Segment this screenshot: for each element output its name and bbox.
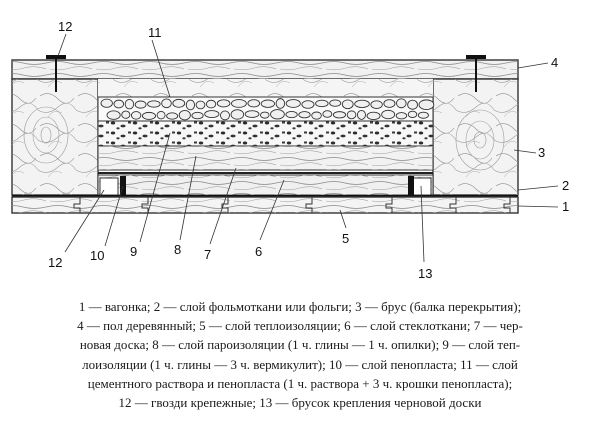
callout-2: 2 bbox=[562, 178, 570, 193]
caption-line: 1 — вагонка; 2 — слой фольмоткани или фольги; 3 — брус (балка перекрытия); bbox=[78, 299, 522, 314]
lining-layer bbox=[12, 197, 518, 213]
rough-board-layer bbox=[98, 173, 433, 195]
callout-4: 4 bbox=[551, 55, 559, 70]
caption-line: 4 — пол деревянный; 5 — слой теплоизоляции; 6 — слой стеклоткани; 7 — чер- bbox=[77, 318, 523, 334]
batten-right bbox=[413, 178, 431, 195]
caption-line: 12 — гвозди крепежные; 13 — брусок крепления черновой доски bbox=[118, 395, 482, 411]
callout-1: 1 bbox=[562, 199, 570, 214]
callout-5: 5 bbox=[342, 231, 350, 246]
callout-7: 7 bbox=[204, 247, 212, 262]
callout-9: 9 bbox=[130, 244, 138, 259]
clay-vermiculite-layer bbox=[98, 121, 433, 146]
callout-8: 8 bbox=[174, 242, 182, 257]
cement-foam-layer bbox=[98, 97, 434, 121]
vapour-barrier-layer bbox=[98, 146, 433, 170]
foam-block-right bbox=[408, 176, 414, 195]
caption-line: лоизоляции (1 ч. глины — 3 ч. вермикулит); 10 — слой пенопласта; 11 — слой bbox=[82, 356, 518, 372]
callout-11: 11 bbox=[148, 25, 162, 40]
beam-right bbox=[433, 79, 518, 195]
caption-line: новая доска; 8 — слой пароизоляции (1 ч. глины — 1 ч. опилки); 9 — слой теп- bbox=[79, 337, 521, 353]
callout-12-bottom: 12 bbox=[48, 255, 63, 270]
figure-caption bbox=[4, 297, 596, 412]
caption-line: цементного раствора и пенопласта (1 ч. раствора + 3 ч. крошки пенопласта); bbox=[87, 375, 513, 391]
callout-13: 13 bbox=[418, 266, 433, 281]
beam-left bbox=[12, 79, 98, 195]
callout-3: 3 bbox=[538, 145, 546, 160]
callout-12-top: 12 bbox=[58, 19, 73, 34]
callout-10: 10 bbox=[90, 248, 105, 263]
callout-6: 6 bbox=[255, 244, 263, 259]
